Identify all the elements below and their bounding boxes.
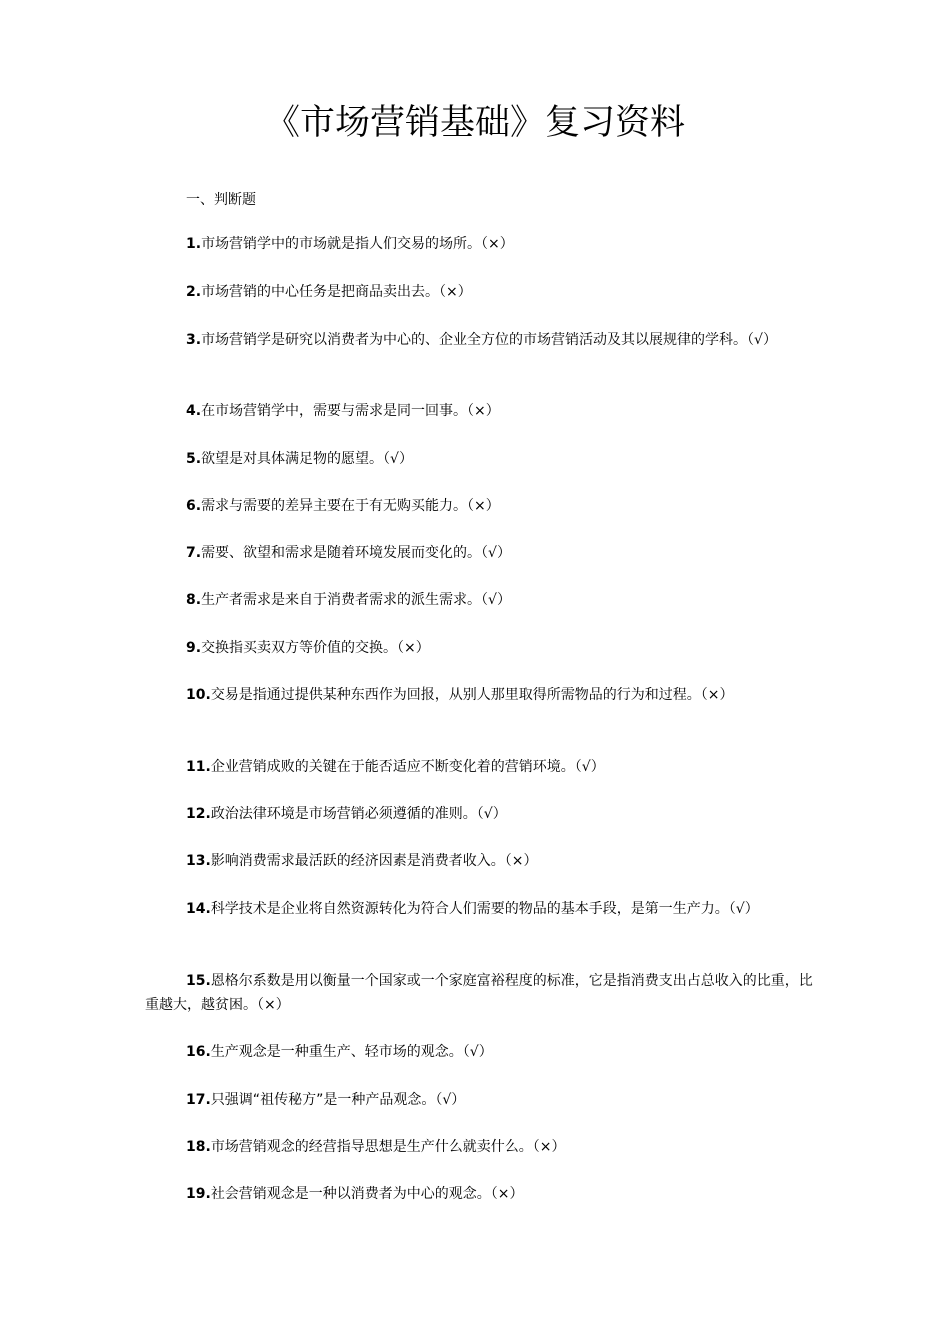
question-text: 需求与需要的差异主要在于有无购买能力。（×） — [201, 498, 500, 514]
question-number: 16. — [186, 1044, 211, 1060]
section-heading: 一、判断题 — [186, 192, 256, 208]
question-item — [145, 1040, 815, 1064]
question-item — [145, 447, 815, 471]
question-text: 只强调“祖传秘方”是一种产品观念。（√） — [210, 1092, 466, 1108]
question-number: 10. — [186, 687, 211, 703]
question-text: 影响消费需求最活跃的经济因素是消费者收入。（×） — [210, 853, 538, 869]
question-item — [145, 494, 815, 518]
question-number: 17. — [186, 1092, 211, 1108]
question-number: 1. — [186, 236, 202, 252]
question-text: 企业营销成败的关键在于能否适应不断变化着的营销环境。（√） — [210, 759, 605, 775]
question-item — [145, 328, 815, 352]
question-item — [145, 1088, 815, 1112]
question-number: 9. — [186, 640, 202, 656]
document-title: 《市场营销基础》复习资料 — [264, 103, 685, 143]
question-item — [145, 969, 815, 1017]
question-number: 15. — [186, 973, 211, 989]
question-text: 社会营销观念是一种以消费者为中心的观念。（×） — [210, 1186, 524, 1202]
question-item — [145, 636, 815, 660]
question-number: 5. — [186, 451, 202, 467]
question-text: 需要、欲望和需求是随着环境发展而变化的。（√） — [201, 545, 511, 561]
question-item — [145, 849, 815, 873]
question-text: 生产者需求是来自于消费者需求的派生需求。（√） — [201, 592, 511, 608]
question-number: 14. — [186, 901, 211, 917]
question-text: 市场营销学是研究以消费者为中心的、企业全方位的市场营销活动及其以展规律的学科。（√） — [201, 332, 777, 348]
question-item — [145, 1182, 815, 1206]
question-text: 欲望是对具体满足物的愿望。（√） — [201, 451, 413, 467]
question-item — [145, 588, 815, 612]
question-number: 13. — [186, 853, 211, 869]
question-number: 4. — [186, 403, 202, 419]
question-number: 6. — [186, 498, 202, 514]
question-text: 市场营销观念的经营指导思想是生产什么就卖什么。（×） — [210, 1139, 566, 1155]
question-number: 3. — [186, 332, 202, 348]
question-item — [145, 802, 815, 826]
question-item — [145, 897, 815, 921]
question-number: 12. — [186, 806, 211, 822]
question-number: 8. — [186, 592, 202, 608]
question-text: 政治法律环境是市场营销必须遵循的准则。（√） — [210, 806, 507, 822]
question-item — [145, 1135, 815, 1159]
question-text: 在市场营销学中，需要与需求是同一回事。（×） — [201, 403, 500, 419]
question-item — [145, 755, 815, 779]
question-number: 18. — [186, 1139, 211, 1155]
question-item — [145, 541, 815, 565]
question-text: 市场营销的中心任务是把商品卖出去。（×） — [201, 284, 472, 300]
question-item — [145, 232, 815, 256]
question-number: 7. — [186, 545, 202, 561]
question-number: 19. — [186, 1186, 211, 1202]
question-text: 恩格尔系数是用以衡量一个国家或一个家庭富裕程度的标准，它是指消费支出占总收入的比重，比重越大，越贫困。（×） — [145, 973, 813, 1013]
question-text: 交换指买卖双方等价值的交换。（×） — [201, 640, 430, 656]
question-text: 生产观念是一种重生产、轻市场的观念。（√） — [210, 1044, 493, 1060]
question-number: 2. — [186, 284, 202, 300]
question-item — [145, 683, 815, 707]
question-text: 科学技术是企业将自然资源转化为符合人们需要的物品的基本手段，是第一生产力。（√） — [210, 901, 759, 917]
question-text: 交易是指通过提供某种东西作为回报，从别人那里取得所需物品的行为和过程。（×） — [210, 687, 734, 703]
question-item — [145, 280, 815, 304]
question-number: 11. — [186, 759, 211, 775]
question-text: 市场营销学中的市场就是指人们交易的场所。（×） — [201, 236, 514, 252]
question-item — [145, 399, 815, 423]
